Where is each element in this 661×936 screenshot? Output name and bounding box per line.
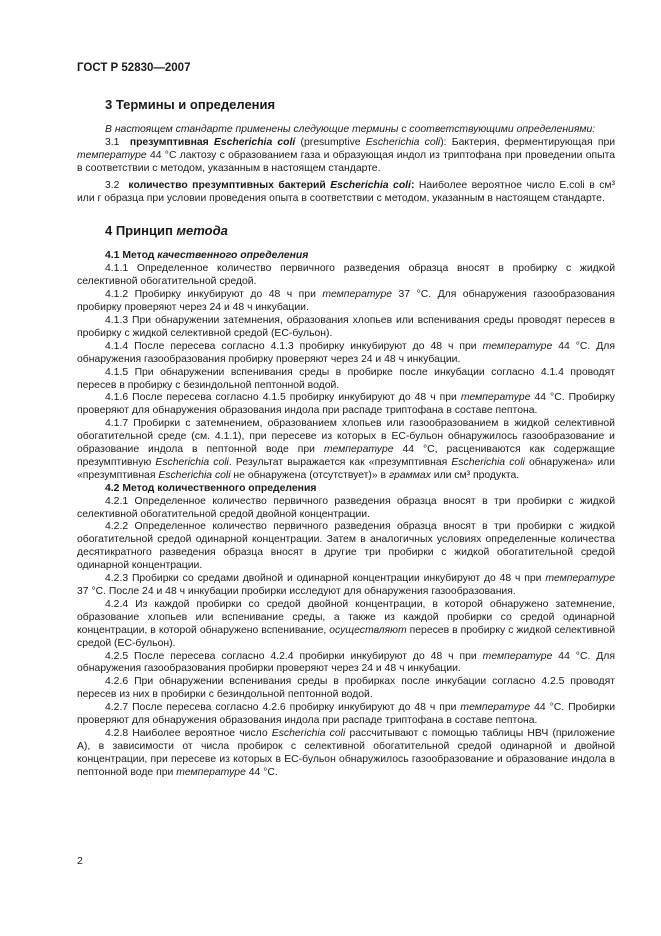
para-4-1-6: 4.1.6 После пересева согласно 4.1.5 пробирку инкубируют до 48 ч при температуре 44 °С. Пробирку проверяют для обнаружения образования индола при распаде триптофана в составе пептона. [77, 392, 616, 417]
para-4-2-5: 4.2.5 После пересева согласно 4.2.4 пробирки инкубируют до 48 ч при температуре 44 °С. Для обнаружения газообразования пробирки проверяют через 24 и 48 ч инкубации. [77, 650, 615, 675]
section-3-intro: В настоящем стандарте применены следующие термины с соответствующими определениями: [105, 124, 596, 135]
para-4-2-3: 4.2.3 Пробирки со средами двойной и одинарной концентрации инкубируют до 48 ч при температуре 37 °С. После 24 и 48 ч инкубации пробирки исследуют для обнаружения газообразования. [77, 573, 615, 597]
section-4-heading: 4 Принцип метода [105, 223, 228, 239]
para-4-2-4: 4.2.4 Из каждой пробирки со средой двойной концентрации, в которой обнаружено затемнение, образование хлопьев или вспенивание среды, а также из каждой пробирки со средой одинарной концентрации, в которой обнаружено вспенивание, осуществляют пересев в пробирку с жидкой селективной средой (ЕС-бульон). [77, 598, 616, 649]
subsection-4-1-title: 4.1 Метод качественного определения [105, 250, 309, 262]
para-4-1-4: 4.1.4 После пересева согласно 4.1.3 пробирку инкубируют до 48 ч при температуре 44 °С. Для обнаружения газообразования пробирку проверяют через 24 и 48 ч инкубации. [77, 340, 615, 365]
term-3-1: 3.1 презумптивная Escherichia coli (presumptive Escherichia coli): Бактерия, ферментирующая при температуре 44 °С лактозу с образованием газа и образующая индол из триптофана при проведении опыта в соответствии с методом, указанным в настоящем стандарте. [77, 136, 616, 174]
para-4-1-7: 4.1.7 Пробирки с затемнением, образованием хлопьев или газообразованием в жидкой селективной обогатительной среде (см. 4.1.1), при пересеве из которых в ЕС-бульон обнаружилось газообразование и образование индола в пептонной воде при температуре 44 °С, расцениваются как содержащие презумптивную Escherichia coli. Результат выражается как «презумптивная Escherichia coli обнаружена» или «презумптивная Escherichia coli не обнаружена (отсутствует)» в граммах или см³ продукта. [77, 418, 615, 481]
para-4-1-2: 4.1.2 Пробирку инкубируют до 48 ч при температуре 37 °С. Для обнаружения газообразования пробирку проверяют через 24 и 48 ч инкубации. [77, 289, 615, 314]
para-4-2-6: 4.2.6 При обнаружении вспенивания среды в пробирках после инкубации согласно 4.2.5 проводят пересев из них в пробирки с безиндольной пептонной водой. [77, 676, 615, 701]
para-4-1-5: 4.1.5 При обнаружении вспенивания среды в пробирке после инкубации согласно 4.1.4 проводят пересев в пробирку с безиндольной пептонной водой. [77, 366, 615, 391]
para-4-2-7: 4.2.7 После пересева согласно 4.2.6 пробирку инкубируют до 48 ч при температуре 44 °С. Пробирки проверяют для обнаружения образования индола при распаде триптофана в составе пептона. [77, 702, 615, 727]
para-4-2-8: 4.2.8 Наиболее вероятное число Escherichia coli рассчитывают с помощью таблицы НВЧ (приложение А), в зависимости от числа пробирок с селективной обогатительной средой одинарной и двойной концентрации, при пересеве из которых в ЕС-бульон обнаружилось газообразование и образование индола в пептонной воде при температуре 44 °С. [77, 727, 616, 778]
para-4-2-2: 4.2.2 Определенное количество первичного разведения образца вносят в три пробирки с жидкой обогатительной средой одинарной концентрации. Затем в аналогичных условиях определенные количества десятикратного разведения образца вносят в другие три пробирки с жидкой обогатительной средой одинарной концентрации. [77, 521, 615, 572]
page-number: 2 [77, 855, 83, 867]
para-4-1-3: 4.1.3 При обнаружении затемнения, образования хлопьев или вспенивания среды проводят пересев в пробирку с жидкой селективной средой (ЕС-бульон). [77, 314, 615, 339]
term-3-2: 3.2 количество презумптивных бактерий Escherichia coli: Наиболее вероятное число E.coli в см³ или г образца при условии проведения опыта в соответствии с методом, указанным в настоящем стандарте. [77, 179, 616, 204]
document-header: ГОСТ Р 52830—2007 [77, 62, 191, 74]
subsection-4-2-title: 4.2 Метод количественного определения [105, 482, 317, 494]
para-4-2-1: 4.2.1 Определенное количество первичного разведения образца вносят в три пробирки с жидкой селективной обогатительной средой двойной концентрации. [77, 495, 615, 520]
section-3-heading: 3 Термины и определения [105, 97, 276, 112]
document-page [77, 62, 615, 780]
para-4-1-1: 4.1.1 Определенное количество первичного разведения образца вносят в пробирку с жидкой селективной обогатительной средой. [77, 263, 615, 288]
